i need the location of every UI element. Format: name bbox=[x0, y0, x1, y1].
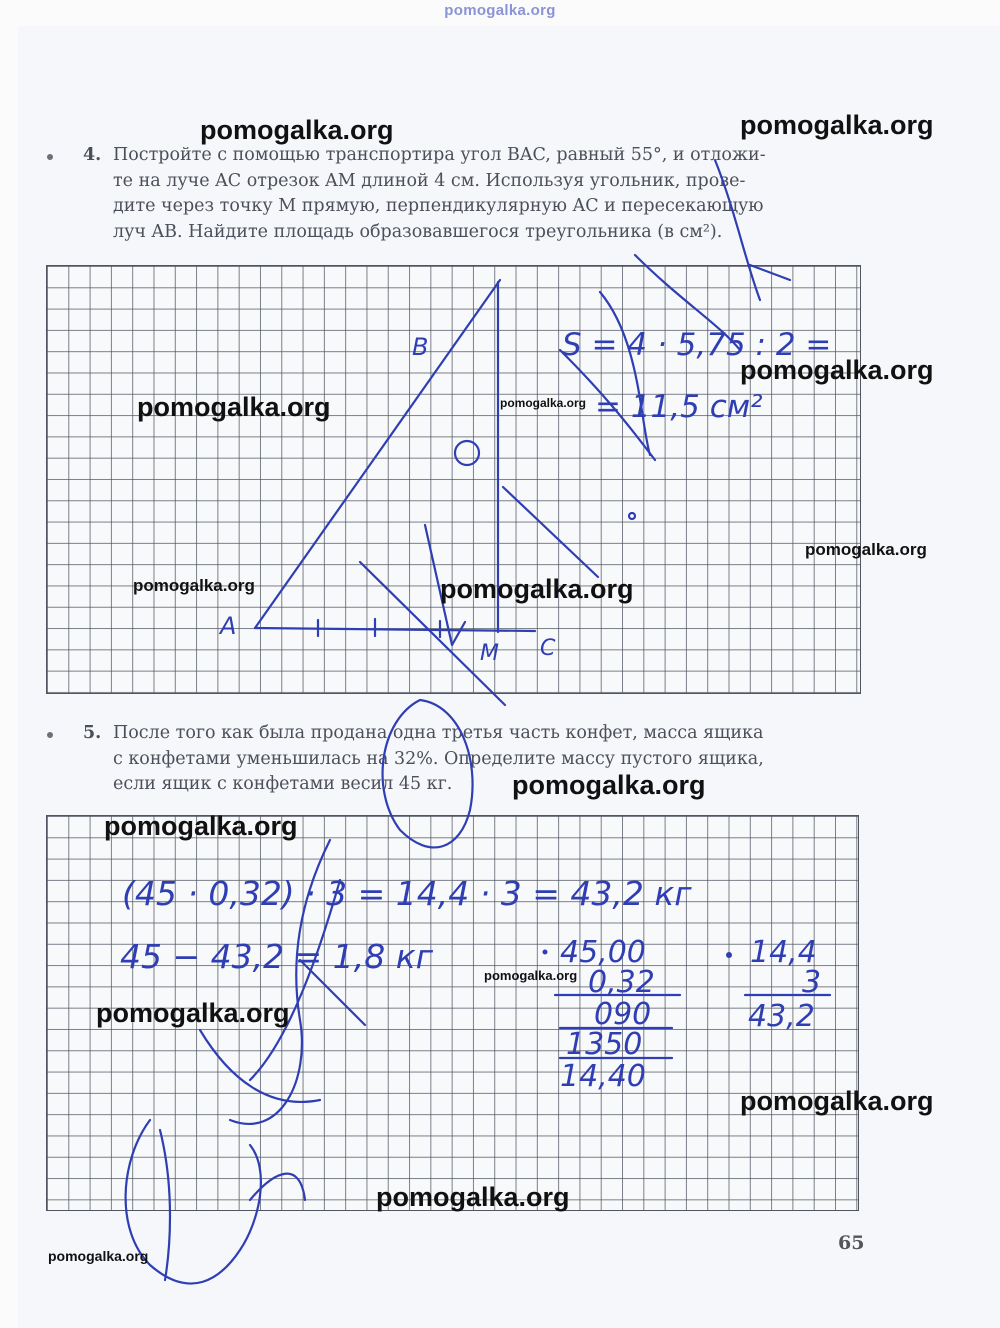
construction-stroke bbox=[715, 160, 760, 300]
mult2-row: 14,4 bbox=[750, 935, 817, 970]
watermark: pomogalka.org bbox=[484, 968, 578, 983]
task5-line: если ящик с конфетами весил 45 кг. bbox=[113, 774, 453, 794]
task5-number: 5. bbox=[83, 723, 102, 743]
scribble-loop bbox=[383, 700, 473, 847]
watermark: pomogalka.org bbox=[133, 576, 255, 595]
mult1-row: 0,32 bbox=[588, 965, 655, 1000]
formula-line1: S = 4 · 5,75 : 2 = bbox=[562, 327, 832, 363]
calc-line2: 45 − 43,2 = 1,8 кг bbox=[120, 937, 433, 976]
mult2-row: 3 bbox=[802, 965, 822, 1000]
mult2-row: 43,2 bbox=[748, 999, 815, 1034]
watermark: pomogalka.org bbox=[440, 574, 634, 604]
scribble-loop bbox=[160, 1130, 170, 1280]
construction-stroke bbox=[600, 292, 650, 455]
construction-stroke bbox=[750, 265, 790, 280]
watermark: pomogalka.org bbox=[96, 998, 290, 1028]
task4-line: дите через точку M прямую, перпендикулярную AC и пересекающую bbox=[113, 196, 764, 216]
watermark: pomogalka.org bbox=[104, 811, 298, 841]
watermark: pomogalka.org bbox=[48, 1248, 149, 1264]
label-c: C bbox=[540, 636, 556, 661]
header-watermark: pomogalka.org bbox=[444, 2, 556, 19]
task4-number: 4. bbox=[83, 145, 102, 165]
task4-line: Постройте с помощью транспортира угол BAC, равный 55°, и отложи- bbox=[113, 145, 766, 165]
calc-line1: (45 · 0,32) · 3 = 14,4 · 3 = 43,2 кг bbox=[122, 874, 692, 913]
circle-mark-stroke bbox=[455, 441, 479, 465]
label-m: M bbox=[480, 641, 499, 666]
construction-stroke bbox=[503, 487, 598, 577]
watermark: pomogalka.org bbox=[740, 110, 934, 140]
task4-line: те на луче AC отрезок AM длиной 4 см. Используя угольник, прове- bbox=[113, 170, 746, 191]
label-b: B bbox=[412, 333, 429, 361]
task5-line: После того как была продана одна третья часть конфет, масса ящика bbox=[113, 723, 764, 743]
task4-line: луч AB. Найдите площадь образовавшегося треугольника (в см²). bbox=[113, 221, 723, 242]
watermark: pomogalka.org bbox=[200, 115, 394, 145]
task5-line: с конфетами уменьшилась на 32%. Определите массу пустого ящика, bbox=[113, 748, 764, 769]
mult1-row: 45,00 bbox=[560, 935, 646, 970]
mult1-row: 14,40 bbox=[560, 1059, 646, 1094]
mult1-row: 090 bbox=[594, 997, 652, 1032]
ray-ac bbox=[255, 628, 535, 631]
watermark: pomogalka.org bbox=[376, 1182, 570, 1212]
watermark: pomogalka.org bbox=[740, 1086, 934, 1116]
formula-line2: = 11,5 см² bbox=[595, 389, 763, 425]
watermark: pomogalka.org bbox=[740, 355, 934, 385]
watermark: pomogalka.org bbox=[805, 540, 927, 559]
mult1-row: 1350 bbox=[566, 1027, 643, 1062]
watermark: pomogalka.org bbox=[512, 770, 706, 800]
watermark: pomogalka.org bbox=[137, 392, 331, 422]
page-number: 65 bbox=[838, 1232, 865, 1254]
label-a: A bbox=[220, 612, 237, 640]
scribble-loop bbox=[250, 1174, 305, 1200]
watermark: pomogalka.org bbox=[500, 396, 587, 410]
